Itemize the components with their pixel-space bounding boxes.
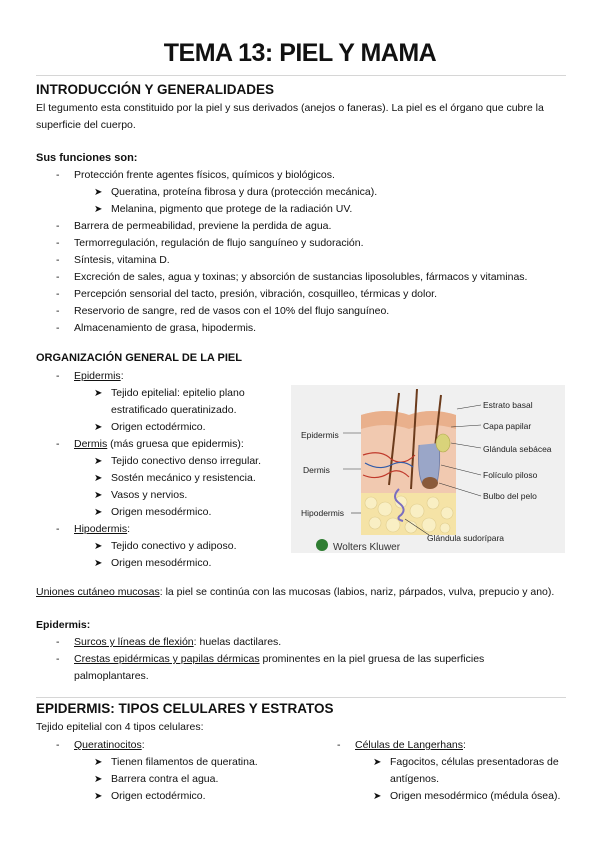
sebaceous-gland <box>436 434 450 452</box>
wolters-kluwer-logo-icon <box>316 539 328 551</box>
hipodermis-item <box>74 521 130 538</box>
tipos-heading: EPIDERMIS: TIPOS CELULARES Y ESTRATOS <box>36 701 334 716</box>
funcion-item-8: Almacenamiento de grasa, hipodermis. <box>74 322 257 334</box>
arrow-bullet-icon: ➤ <box>94 388 103 399</box>
hipodermis-sub-1: Tejido conectivo y adiposo. <box>111 540 237 552</box>
funcion-item-7: Reservorio de sangre, red de vasos con el 10% del flujo sanguíneo. <box>74 305 390 317</box>
arrow-bullet-icon: ➤ <box>94 791 103 802</box>
intro-text-line2: superficie del cuerpo. <box>36 119 136 131</box>
crestas-label: Crestas epidérmicas y papilas dérmicas <box>74 653 260 665</box>
title-divider <box>36 75 566 76</box>
arrow-bullet-icon: ➤ <box>94 456 103 467</box>
langerhans-sub-1: Fagocitos, células presentadoras de <box>390 756 559 768</box>
langerhans-sub-2: Origen mesodérmico (médula ósea). <box>390 790 561 802</box>
skin-diagram-figure <box>291 385 565 553</box>
dermis-sub-2: Sostén mecánico y resistencia. <box>111 472 256 484</box>
epidermis-block-heading-text: Epidermis <box>36 619 87 631</box>
arrow-bullet-icon: ➤ <box>94 204 103 215</box>
uniones-label: Uniones cutáneo mucosas <box>36 586 160 598</box>
epidermis-block-heading <box>36 617 90 634</box>
organizacion-heading: ORGANIZACIÓN GENERAL DE LA PIEL <box>36 352 242 364</box>
figure-label-hipodermis: Hipodermis <box>301 508 344 518</box>
bullet-dash: - <box>56 237 60 249</box>
figure-label-bulbo-del-pelo: Bulbo del pelo <box>483 491 537 501</box>
langerhans-sub-1b: antígenos. <box>390 773 440 785</box>
figure-label-dermis: Dermis <box>303 465 330 475</box>
queratinocitos-sub-1: Tienen filamentos de queratina. <box>111 756 258 768</box>
bullet-dash: - <box>56 739 60 751</box>
bullet-dash: - <box>56 220 60 232</box>
langerhans-item <box>355 737 466 754</box>
colon: : <box>463 739 466 751</box>
colon: : <box>120 370 124 382</box>
queratinocitos-item <box>74 737 145 754</box>
dermis-item <box>74 436 244 453</box>
queratinocitos-sub-3: Origen ectodérmico. <box>111 790 206 802</box>
queratinocitos-sub-2: Barrera contra el agua. <box>111 773 219 785</box>
figure-label-epidermis: Epidermis <box>301 430 339 440</box>
colon: : <box>86 619 91 631</box>
colon: : <box>127 523 131 535</box>
surcos-rest: : huelas dactilares. <box>193 636 282 648</box>
arrow-bullet-icon: ➤ <box>94 558 103 569</box>
epidermis-block-item-2-cont: palmoplantares. <box>74 670 149 682</box>
arrow-bullet-icon: ➤ <box>94 422 103 433</box>
bullet-dash: - <box>56 288 60 300</box>
bullet-dash: - <box>337 739 341 751</box>
bullet-dash: - <box>56 305 60 317</box>
figure-label-glandula-sebacea: Glándula sebácea <box>483 444 552 454</box>
funcion-item-5: Excreción de sales, agua y toxinas; y absorción de sustancias liposolubles, fármacos y vitaminas. <box>74 271 528 283</box>
bullet-dash: - <box>56 653 60 665</box>
hipodermis-sub-2: Origen mesodérmico. <box>111 557 212 569</box>
figure-label-glandula-sudoripara: Glándula sudorípara <box>427 533 505 543</box>
bullet-dash: - <box>56 523 60 535</box>
figure-label-capa-papilar: Capa papilar <box>483 421 532 431</box>
arrow-bullet-icon: ➤ <box>94 757 103 768</box>
bullet-dash: - <box>56 254 60 266</box>
arrow-bullet-icon: ➤ <box>94 490 103 501</box>
colon: : <box>141 739 145 751</box>
bullet-dash: - <box>56 370 60 382</box>
tipos-intro: Tejido epitelial con 4 tipos celulares: <box>36 721 204 733</box>
bullet-dash: - <box>56 438 60 450</box>
dermis-sub-4: Origen mesodérmico. <box>111 506 212 518</box>
arrow-bullet-icon: ➤ <box>94 774 103 785</box>
arrow-bullet-icon: ➤ <box>94 541 103 552</box>
arrow-bullet-icon: ➤ <box>94 473 103 484</box>
bullet-dash: - <box>56 322 60 334</box>
epidermis-item <box>74 368 124 385</box>
surcos-label: Surcos y líneas de flexión <box>74 636 194 648</box>
funcion-sub-1: Queratina, proteína fibrosa y dura (protección mecánica). <box>111 186 378 198</box>
dermis-label: Dermis <box>74 438 108 450</box>
intro-heading: INTRODUCCIÓN Y GENERALIDADES <box>36 82 275 97</box>
section-divider <box>36 697 566 698</box>
arrow-bullet-icon: ➤ <box>94 187 103 198</box>
funcion-item-2: Barrera de permeabilidad, previene la perdida de agua. <box>74 220 332 232</box>
epidermis-block-item-2 <box>74 651 484 668</box>
figure-label-estrato-basal: Estrato basal <box>483 400 533 410</box>
dermis-sub-3: Vasos y nervios. <box>111 489 188 501</box>
hair-bulb <box>422 477 438 489</box>
funcion-item-6: Percepción sensorial del tacto, presión, vibración, cosquilleo, térmicas y dolor. <box>74 288 438 300</box>
dermis-rest: (más gruesa que epidermis): <box>107 438 244 450</box>
funcion-item-1: Protección frente agentes físicos, químicos y biológicos. <box>74 169 335 181</box>
epidermis-sub-2: Origen ectodérmico. <box>111 421 206 433</box>
funciones-heading: Sus funciones son: <box>36 152 138 164</box>
epidermis-sub-1: Tejido epitelial: epitelio plano <box>111 387 245 399</box>
funcion-item-3: Termorregulación, regulación de flujo sanguíneo y sudoración. <box>74 237 364 249</box>
arrow-bullet-icon: ➤ <box>373 791 382 802</box>
uniones-rest: : la piel se continúa con las mucosas (labios, nariz, párpados, vulva, prepucio y ano). <box>159 586 555 598</box>
figure-label-foliculo-piloso: Folículo piloso <box>483 470 538 480</box>
epidermis-sub-1b: estratificado queratinizado. <box>111 404 237 416</box>
arrow-bullet-icon: ➤ <box>94 507 103 518</box>
funcion-item-4: Síntesis, vitamina D. <box>74 254 170 266</box>
dermis-sub-1: Tejido conectivo denso irregular. <box>111 455 262 467</box>
epidermis-label: Epidermis <box>74 370 121 382</box>
bullet-dash: - <box>56 636 60 648</box>
intro-text-line1: El tegumento esta constituido por la piel y sus derivados (anejos o faneras). La piel es el órgano que cubre la <box>36 102 544 114</box>
epidermis-block-item-1 <box>74 634 281 651</box>
skin-illustration <box>291 385 565 553</box>
uniones-paragraph <box>36 584 554 601</box>
bullet-dash: - <box>56 271 60 283</box>
arrow-bullet-icon: ➤ <box>373 757 382 768</box>
hipodermis-label: Hipodermis <box>74 523 128 535</box>
funcion-sub-2: Melanina, pigmento que protege de la radiación UV. <box>111 203 353 215</box>
langerhans-label: Células de Langerhans <box>355 739 463 751</box>
figure-credit: Wolters Kluwer <box>333 542 401 553</box>
page-title: TEMA 13: PIEL Y MAMA <box>163 39 437 67</box>
crestas-rest: prominentes en la piel gruesa de las superficies <box>259 653 485 665</box>
bullet-dash: - <box>56 169 60 181</box>
queratinocitos-label: Queratinocitos <box>74 739 142 751</box>
